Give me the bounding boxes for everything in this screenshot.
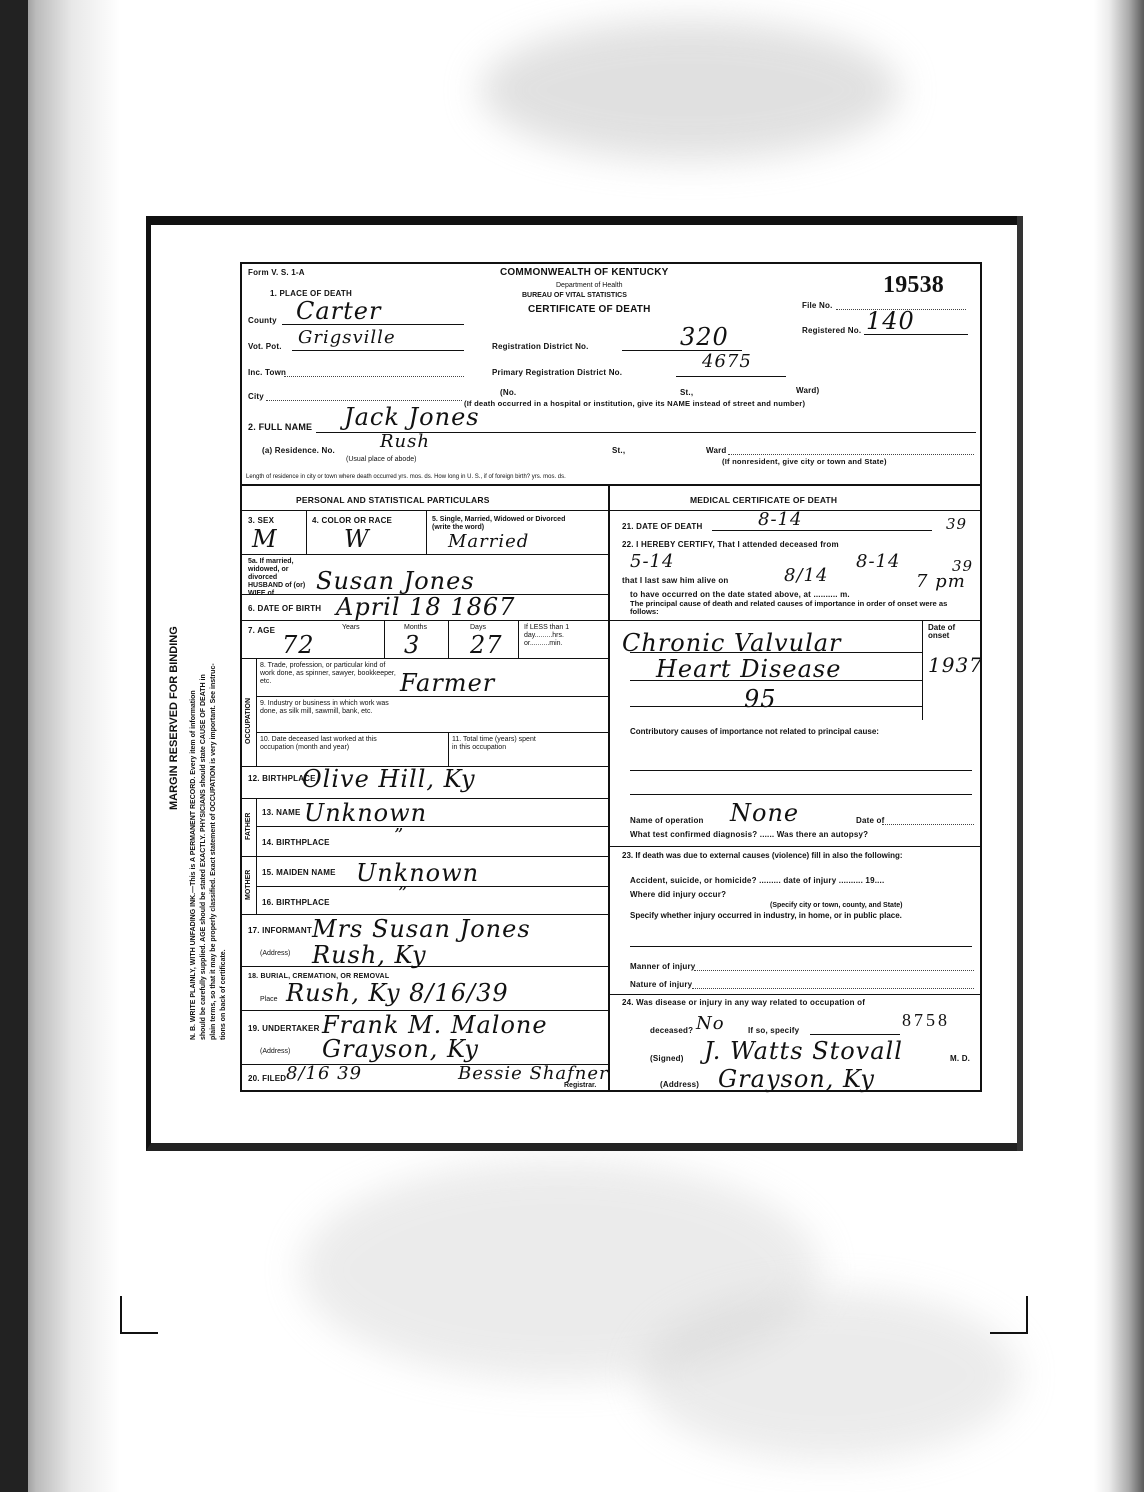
informant-label: 17. INFORMANT [248, 926, 312, 935]
undertaker-value: Frank M. Malone [322, 1011, 548, 1039]
onset-value: 1937 [928, 653, 983, 677]
margin-binding-text: MARGIN RESERVED FOR BINDING [168, 626, 180, 810]
color-label: 4. COLOR OR RACE [312, 516, 393, 525]
crop-mark-left [120, 1296, 158, 1334]
manner-of-injury-label: Manner of injury [630, 962, 696, 971]
physician-address-label: (Address) [660, 1080, 700, 1089]
attended-from-value: 5-14 [630, 551, 675, 572]
department-label: Department of Health [556, 282, 623, 289]
full-name-label: 2. FULL NAME [248, 422, 313, 432]
filed-label: 20. FILED [248, 1074, 287, 1083]
dob-label: 6. DATE OF BIRTH [248, 604, 322, 613]
occurred-text: to have occurred on the date stated above, at .......... m. [630, 590, 850, 599]
personal-particulars-header: PERSONAL AND STATISTICAL PARTICULARS [296, 495, 490, 505]
informant-address-label: (Address) [260, 950, 291, 957]
age-years-value: 72 [282, 631, 315, 659]
md-label: M. D. [950, 1054, 971, 1063]
occupation-side-label: OCCUPATION [245, 697, 252, 744]
mother-birthplace-label: 16. BIRTHPLACE [262, 898, 330, 907]
scan-smudge [480, 20, 900, 160]
document-title: CERTIFICATE OF DEATH [528, 304, 651, 315]
commonwealth-title: COMMONWEALTH OF KENTUCKY [500, 267, 669, 278]
informant-value: Mrs Susan Jones [312, 915, 531, 943]
occupation-related-label: 24. Was disease or injury in any way related to occupation of [622, 998, 866, 1007]
ward-label: Ward) [796, 386, 820, 395]
date-of-label: Date of [856, 816, 885, 825]
father-birthplace-label: 14. BIRTHPLACE [262, 838, 330, 847]
registered-no-value: 140 [866, 307, 915, 335]
date-of-death-value: 8-14 [758, 509, 803, 530]
attended-year: 39 [952, 557, 974, 575]
cause-line-1: Chronic Valvular [622, 629, 842, 657]
last-saw-date: 8/14 [784, 565, 829, 586]
accident-label: Accident, suicide, or homicide? ......... date of injury .......... 19.... [630, 876, 885, 885]
cause-code: 95 [744, 685, 777, 713]
date-of-death-label: 21. DATE OF DEATH [622, 522, 703, 531]
usual-abode-label: (Usual place of abode) [346, 456, 417, 463]
specify-industry-label: Specify whether injury occurred in industry, in home, or in public place. [630, 911, 902, 920]
mother-name-label: 15. MAIDEN NAME [262, 868, 336, 877]
scan-edge-left [0, 0, 28, 1492]
inc-town-label: Inc. Town [248, 368, 287, 377]
specify-city-note: (Specify city or town, county, and State) [770, 902, 903, 909]
spouse-value: Susan Jones [316, 567, 475, 595]
sex-label: 3. SEX [248, 516, 275, 525]
hospital-note: (If death occurred in a hospital or institution, give its NAME instead of street and number) [464, 399, 806, 408]
form-number: Form V. S. 1-A [248, 268, 305, 277]
county-value: Carter [296, 297, 382, 325]
medical-certificate-header: MEDICAL CERTIFICATE OF DEATH [690, 495, 838, 505]
vot-label: Vot. Pot. [248, 342, 282, 351]
father-name-value: Unknown [304, 799, 428, 827]
external-causes-label: 23. If death was due to external causes (violence) fill in also the following: [622, 851, 903, 860]
marital-value: Married [448, 531, 530, 552]
residence-st-label: St., [612, 446, 626, 455]
full-name-value: Jack Jones [344, 403, 480, 431]
crop-mark-right [990, 1296, 1028, 1334]
stamp-number: 8758 [902, 1010, 950, 1030]
trade-value: Farmer [400, 669, 496, 697]
father-name-label: 13. NAME [262, 808, 301, 817]
operation-value: None [730, 799, 800, 827]
operation-label: Name of operation [630, 816, 704, 825]
mother-side-label: MOTHER [245, 869, 252, 900]
undertaker-label: 19. UNDERTAKER [248, 1024, 320, 1033]
county-label: County [248, 316, 277, 325]
mother-birthplace-value: ” [398, 883, 409, 904]
file-number: 19538 [883, 272, 944, 298]
physician-address-value: Grayson, Ky [718, 1065, 875, 1093]
deceased-answer: No [696, 1013, 725, 1034]
age-less-than-label: If LESS than 1 day.........hrs. or..........min. [524, 624, 570, 647]
primary-district-label: Primary Registration District No. [492, 368, 623, 377]
cause-intro-label: The principal cause of death and related causes of importance in order of onset were as follows: [630, 599, 948, 616]
undertaker-address-value: Grayson, Ky [322, 1035, 479, 1063]
nature-of-injury-label: Nature of injury [630, 980, 693, 989]
birthplace-label: 12. BIRTHPLACE [248, 774, 316, 783]
burial-place-label: Place [260, 996, 278, 1003]
industry-label: 9. Industry or business in which work was done, as silk mill, sawmill, bank, etc. [260, 700, 389, 715]
age-months-value: 3 [404, 631, 421, 659]
registrar-signature: Bessie Shafner [458, 1063, 609, 1084]
residence-value: Rush [380, 431, 430, 452]
age-label: 7. AGE [248, 626, 276, 635]
filed-value: 8/16 39 [286, 1063, 363, 1084]
margin-instruction-line: tions on back of certificate. [220, 949, 227, 1040]
registered-no-label: Registered No. [802, 326, 862, 335]
place-of-death-title: 1. PLACE OF DEATH [270, 289, 352, 298]
mother-name-value: Unknown [356, 859, 480, 887]
burial-value: Rush, Ky 8/16/39 [286, 979, 509, 1007]
street-no-label: (No. [500, 388, 517, 397]
date-of-death-year: 39 [946, 515, 968, 533]
reg-district-label: Registration District No. [492, 342, 589, 351]
reg-district-value: 320 [680, 323, 729, 351]
registrar-label: Registrar. [564, 1082, 597, 1089]
nonresident-note: (If nonresident, give city or town and State) [722, 457, 887, 466]
birthplace-value: Olive Hill, Ky [302, 765, 476, 793]
city-label: City [248, 392, 264, 401]
length-of-residence-line: Length of residence in city or town where death occurred yrs. mos. ds. How long in U. S., if of foreign birth? yrs. mos. ds. [246, 474, 566, 480]
sex-value: M [252, 525, 278, 553]
spouse-label: 5a. If married, widowed, or divorced HUSBAND of (or) WIFE of [248, 558, 306, 597]
bureau-label: BUREAU OF VITAL STATISTICS [522, 292, 627, 299]
informant-address-value: Rush, Ky [312, 941, 427, 969]
if-so-label: If so, specify [748, 1026, 800, 1035]
marital-label: 5. Single, Married, Widowed or Divorced (write the word) [432, 516, 566, 531]
scan-smudge [640, 1290, 1020, 1460]
residence-label: (a) Residence. No. [262, 446, 335, 455]
last-saw-label: that I last saw him alive on [622, 576, 729, 585]
age-years-label: Years [342, 624, 360, 631]
vot-value: Grigsville [298, 327, 396, 348]
age-days-label: Days [470, 624, 486, 631]
burial-label: 18. BURIAL, CREMATION, OR REMOVAL [248, 973, 390, 980]
street-label: St., [680, 388, 694, 397]
where-injury-label: Where did injury occur? [630, 890, 727, 899]
attended-to-value: 8-14 [856, 551, 901, 572]
scan-shadow-right [1094, 0, 1144, 1492]
father-birthplace-value: ” [394, 825, 405, 846]
signed-label: (Signed) [650, 1054, 684, 1063]
undertaker-address-label: (Address) [260, 1048, 291, 1055]
last-worked-label: 10. Date deceased last worked at this occupation (month and year) [260, 736, 377, 751]
trade-label: 8. Trade, profession, or particular kind of work done, as spinner, sawyer, bookkeeper, etc. [260, 662, 396, 685]
margin-instruction-line: N. B. WRITE PLAINLY, WITH UNFADING INK.—This is A PERMANENT RECORD. Every item of information [190, 690, 197, 1040]
physician-signature: J. Watts Stovall [704, 1037, 903, 1065]
dob-value: April 18 1867 [336, 593, 516, 621]
margin-instruction-line: plain terms, so that it may be properly classified. Exact statement of OCCUPATION is very important. See instruc- [210, 663, 217, 1040]
total-time-label: 11. Total time (years) spent in this occupation [452, 736, 536, 751]
residence-ward-label: Ward [706, 446, 727, 455]
primary-district-value: 4675 [702, 351, 752, 372]
father-side-label: FATHER [245, 812, 252, 840]
date-of-onset-label: Date of onset [928, 623, 956, 640]
age-days-value: 27 [470, 631, 503, 659]
age-months-label: Months [404, 624, 427, 631]
deceased-label: deceased? [650, 1026, 694, 1035]
contributory-label: Contributory causes of importance not related to principal cause: [630, 727, 879, 736]
autopsy-label: What test confirmed diagnosis? ...... Was there an autopsy? [630, 830, 869, 839]
certify-label: 22. I HEREBY CERTIFY, That I attended deceased from [622, 540, 839, 549]
cause-line-2: Heart Disease [656, 655, 842, 683]
margin-instruction-line: should be carefully supplied. AGE should be stated EXACTLY. PHYSICIANS should state CAUSE OF DEATH in [200, 674, 207, 1040]
color-value: W [344, 525, 370, 553]
file-no-label: File No. [802, 301, 833, 310]
time-of-death-value: 7 pm [916, 571, 966, 592]
